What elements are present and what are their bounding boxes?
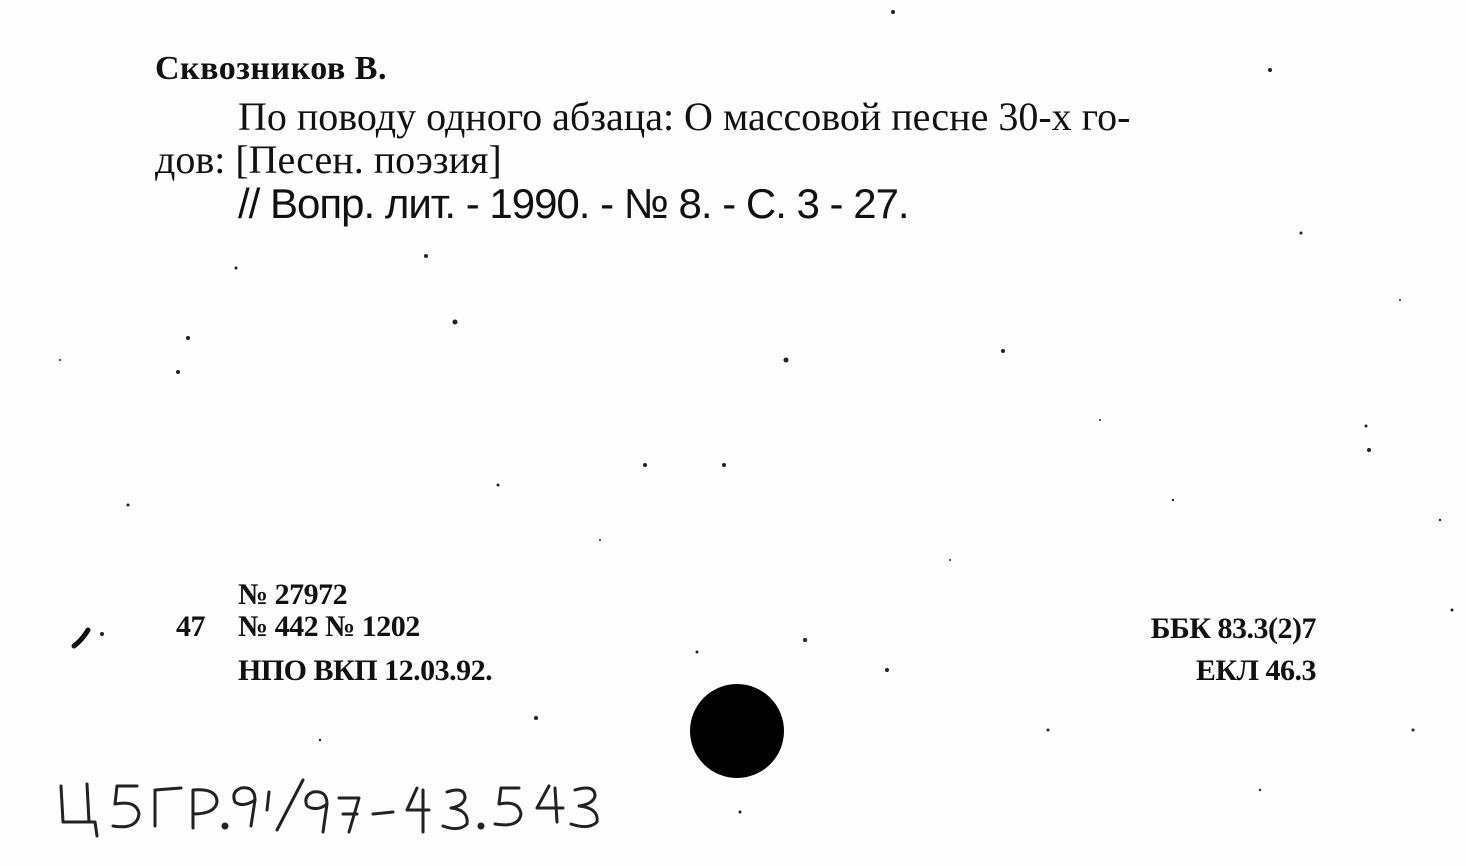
registration-number: № 27972 bbox=[238, 578, 348, 611]
card-title-line-1: По поводу одного абзаца: О массовой песне 30-х го- bbox=[238, 94, 1131, 139]
card-author: Сквозников В. bbox=[155, 50, 387, 87]
organization-date: НПО ВКП 12.03.92. bbox=[238, 654, 493, 687]
punch-hole bbox=[690, 684, 784, 778]
card-source: // Вопр. лит. - 1990. - № 8. - С. 3 - 27. bbox=[238, 180, 909, 227]
ekl-classification: ЕКЛ 46.3 bbox=[1195, 654, 1316, 687]
handwritten-shelf-code bbox=[55, 770, 695, 850]
issue-numbers: № 442 № 1202 bbox=[238, 610, 420, 643]
card-title-line-2: дов: [Песен. поэзия] bbox=[155, 137, 502, 182]
code-47: 47 bbox=[176, 610, 205, 643]
bbk-classification: ББК 83.3(2)7 bbox=[1150, 612, 1316, 645]
